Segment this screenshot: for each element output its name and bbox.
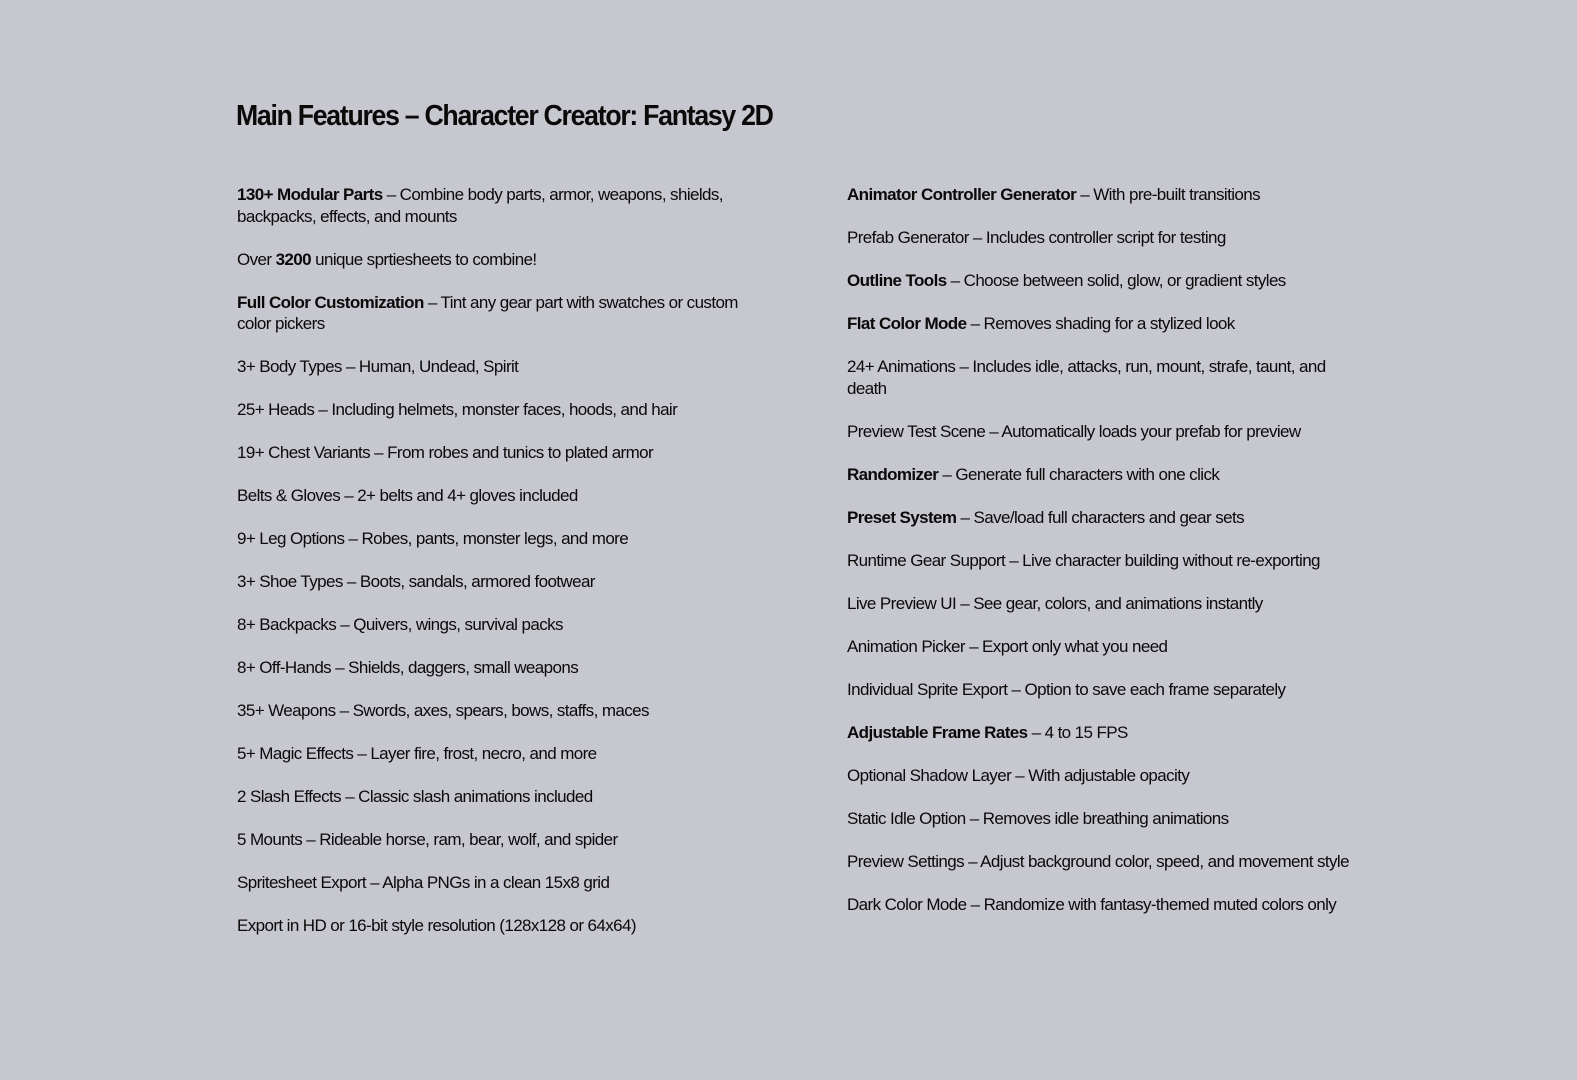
- feature-text: 3+ Body Types – Human, Undead, Spirit: [237, 357, 519, 376]
- feature-item: [237, 657, 742, 679]
- feature-text: – Combine body parts, armor, weapons, shields, backpacks, effects, and mounts: [237, 185, 723, 226]
- feature-text: Prefab Generator – Includes controller script for testing: [847, 228, 1226, 247]
- feature-highlight: 3200: [275, 249, 311, 269]
- feature-highlight: 130+ Modular Parts: [237, 185, 383, 204]
- feature-text: Individual Sprite Export – Option to save each frame separately: [847, 679, 1286, 699]
- feature-text: unique sprtiesheets to combine!: [310, 249, 537, 269]
- feature-highlight: Animator Controller Generator: [847, 185, 1077, 204]
- feature-highlight: Outline Tools: [847, 271, 947, 290]
- feature-text: 8+ Off-Hands – Shields, daggers, small weapons: [237, 658, 579, 677]
- feature-item: [237, 442, 742, 464]
- feature-text: – With pre-built transitions: [1076, 185, 1260, 204]
- feature-text: Live Preview UI – See gear, colors, and animations instantly: [847, 593, 1263, 613]
- feature-item: [847, 184, 1357, 206]
- feature-text: Dark Color Mode – Randomize with fantasy-themed muted colors only: [847, 894, 1337, 914]
- feature-item: [847, 851, 1357, 873]
- feature-item: [847, 270, 1357, 292]
- feature-highlight: Full Color Customization: [237, 292, 424, 312]
- feature-text: 35+ Weapons – Swords, axes, spears, bows, staffs, maces: [237, 701, 649, 720]
- feature-item: [847, 722, 1357, 744]
- feature-text: 5 Mounts – Rideable horse, ram, bear, wolf, and spider: [237, 830, 618, 849]
- feature-item: [847, 421, 1357, 443]
- feature-text: Animation Picker – Export only what you need: [847, 636, 1168, 656]
- feature-text: 24+ Animations – Includes idle, attacks, run, mount, strafe, taunt, and death: [847, 357, 1326, 398]
- feature-item: [237, 700, 742, 722]
- feature-text: 3+ Shoe Types – Boots, sandals, armored footwear: [237, 572, 595, 591]
- feature-text: 25+ Heads – Including helmets, monster faces, hoods, and hair: [237, 400, 678, 419]
- feature-text: Spritesheet Export – Alpha PNGs in a clean 15x8 grid: [237, 873, 610, 892]
- feature-item: [237, 915, 742, 937]
- page-title: Main Features – Character Creator: Fantasy 2D: [236, 100, 773, 132]
- feature-item: [847, 550, 1357, 572]
- feature-item: [237, 485, 742, 507]
- feature-item: [847, 464, 1357, 486]
- feature-text: – Save/load full characters and gear sets: [956, 507, 1244, 527]
- feature-prefix: Over: [237, 249, 276, 269]
- feature-item: [847, 356, 1357, 399]
- feature-highlight: Preset System: [847, 507, 957, 527]
- feature-item: [237, 786, 742, 808]
- feature-text: 8+ Backpacks – Quivers, wings, survival packs: [237, 615, 563, 634]
- feature-item: [237, 872, 742, 894]
- feature-item: [237, 356, 742, 378]
- feature-item: [847, 894, 1357, 916]
- feature-item: [847, 636, 1357, 658]
- feature-highlight: Adjustable Frame Rates: [847, 722, 1028, 742]
- feature-item: [847, 679, 1357, 701]
- feature-item: [237, 399, 742, 421]
- feature-text: 5+ Magic Effects – Layer fire, frost, necro, and more: [237, 744, 597, 763]
- feature-text: Preview Test Scene – Automatically loads your prefab for preview: [847, 421, 1301, 441]
- feature-item: [237, 292, 742, 335]
- feature-item: [237, 571, 742, 593]
- feature-text: – Generate full characters with one click: [938, 464, 1220, 484]
- feature-text: Preview Settings – Adjust background color, speed, and movement style: [847, 851, 1349, 871]
- feature-text: Export in HD or 16-bit style resolution (128x128 or 64x64): [237, 916, 636, 935]
- feature-text: 9+ Leg Options – Robes, pants, monster legs, and more: [237, 529, 629, 548]
- feature-highlight: Randomizer: [847, 464, 939, 484]
- feature-item: [847, 313, 1357, 335]
- feature-highlight: Flat Color Mode: [847, 314, 967, 333]
- feature-text: Belts & Gloves – 2+ belts and 4+ gloves included: [237, 486, 578, 505]
- feature-list-left: [237, 184, 742, 958]
- feature-item: [847, 808, 1357, 830]
- feature-item: [847, 593, 1357, 615]
- feature-item: [237, 743, 742, 765]
- feature-text: – 4 to 15 FPS: [1027, 722, 1128, 742]
- feature-text: Static Idle Option – Removes idle breathing animations: [847, 808, 1229, 828]
- feature-list-right: [847, 184, 1357, 937]
- feature-text: 19+ Chest Variants – From robes and tunics to plated armor: [237, 443, 654, 462]
- feature-item: [847, 507, 1357, 529]
- feature-text: – Choose between solid, glow, or gradient styles: [946, 271, 1286, 290]
- feature-text: Runtime Gear Support – Live character building without re-exporting: [847, 550, 1320, 570]
- feature-text: – Tint any gear part with swatches or custom color pickers: [237, 292, 738, 333]
- feature-item: [237, 528, 742, 550]
- feature-item: [847, 227, 1357, 249]
- feature-item: [237, 249, 742, 271]
- feature-item: [237, 614, 742, 636]
- feature-item: [847, 765, 1357, 787]
- feature-text: – Removes shading for a stylized look: [966, 314, 1235, 333]
- feature-text: Optional Shadow Layer – With adjustable opacity: [847, 765, 1190, 785]
- feature-text: 2 Slash Effects – Classic slash animations included: [237, 787, 593, 806]
- feature-item: [237, 184, 742, 227]
- feature-item: [237, 829, 742, 851]
